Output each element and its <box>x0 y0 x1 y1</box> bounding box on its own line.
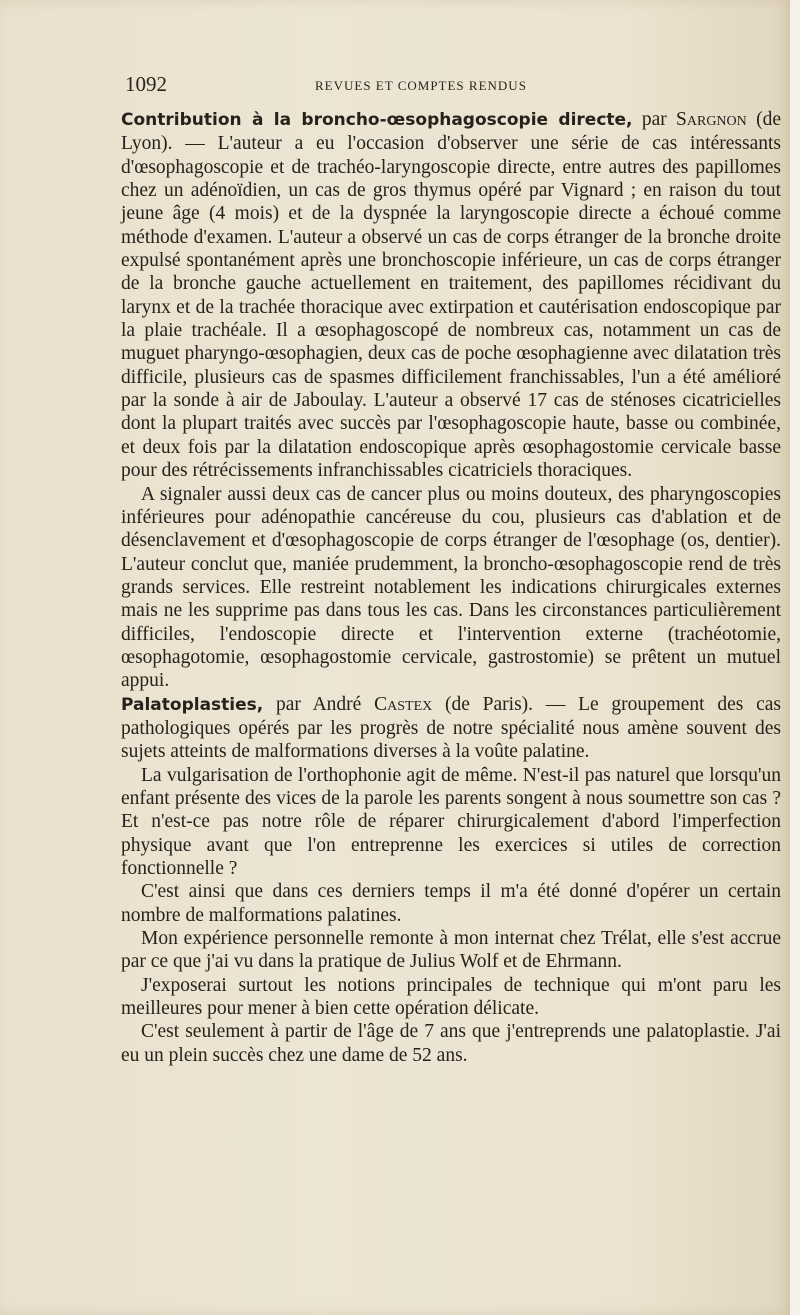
article-1-paragraph-2: A signaler aussi deux cas de cancer plus ou moins douteux, des pharyngoscopies inférieures pour adénopathie cancéreuse du cou, plusieurs cas d'ablation et de désenclavement et d'œsophagoscopie de corps étranger de l'œsophage (os, dentier). L'auteur conclut que, maniée prudemment, la broncho-œsophagoscopie rend de très grands services. Elle restreint notablement les indications chirurgicales externes mais ne les supprime pas dans tous les cas. Dans les circonstances particulièrement difficiles, l'endoscopie directe et l'intervention externe (trachéotomie, œsophagotomie, œsophagostomie cervicale, gastrostomie) se prêtent un mutuel appui. <box>121 483 781 692</box>
article-body <box>121 108 781 1067</box>
article-2-paragraph-1 <box>121 693 781 764</box>
article-2-paragraph: J'exposerai surtout les notions principales de technique qui m'ont paru les meilleures pour mener à bien cette opération délicate. <box>121 974 781 1020</box>
article-1-title: Contribution à la broncho-œsophagoscopie directe, <box>121 110 633 130</box>
article-1-lead: (de Lyon). — L'auteur a eu l'occasion d'observer une série de cas intéressants d'œsophagoscopie et de trachéo-laryngoscopie directe, entre autres des papillomes chez un adénoïdien, un cas de gros thymus opéré par Vignard ; en raison du tout jeune âge (4 mois) et de la dyspnée la laryngoscopie directe a échoué comme méthode d'examen. L'auteur a observé un cas de corps étranger de la bronche droite expulsé spontanément après une bronchoscopie inférieure, un cas de corps étranger de la bronche gauche actuellement en traitement, des papillomes récidivant du larynx et de la trachée thoracique avec extirpation et cautérisation endoscopique par la plaie trachéale. Il a œsophagoscopé de nombreux cas, notamment un cas de muguet pharyngo-œsophagien, deux cas de poche œsophagienne avec dilatation très difficile, plusieurs cas de spasmes difficilement franchissables, l'un a été amélioré par la sonde à air de Jaboulay. L'auteur a observé 17 cas de sténoses cicatricielles dont la plupart traités avec succès par l'œsophagoscopie haute, basse ou combinée, et deux fois par la dilatation endoscopique après œsophagostomie cervicale basse pour des rétrécissements infranchissables cicatriciels thoraciques. <box>121 109 781 482</box>
article-2-author: Castex <box>374 693 433 715</box>
article-2-lead: (de Paris). — Le groupement des cas pathologiques opérés par les progrès de notre spécialité nous amène souvent des sujets atteints de malformations diverses à la voûte palatine. <box>121 693 781 763</box>
article-1-by: par <box>632 109 677 130</box>
page-number: 1092 <box>125 72 167 96</box>
article-2-by: par André <box>263 693 375 715</box>
article-2-paragraph: Mon expérience personnelle remonte à mon internat chez Trélat, elle s'est accrue par ce que j'ai vu dans la pratique de Julius Wolf et de Ehrmann. <box>121 928 781 973</box>
article-2-paragraph: C'est seulement à partir de l'âge de 7 ans que j'entreprends une palatoplastie. J'ai eu un plein succès chez une dame de 52 ans. <box>121 1021 781 1066</box>
page-header <box>125 72 765 102</box>
article-1-author: Sargnon <box>676 109 747 130</box>
running-head: REVUES ET COMPTES RENDUS <box>315 78 527 93</box>
article-2-paragraph: La vulgarisation de l'orthophonie agit de même. N'est-il pas naturel que lorsqu'un enfant présente des vices de la parole les parents songent à nous soumettre son cas ? Et n'est-ce pas notre rôle de réparer chirurgicalement d'abord l'imperfection physique avant que l'on entreprenne les exercices si utiles de correction fonctionnelle ? <box>121 764 781 879</box>
page-edge <box>790 0 800 1315</box>
article-2-paragraph: C'est ainsi que dans ces derniers temps il m'a été donné d'opérer un certain nombre de malformations palatines. <box>121 881 781 926</box>
article-2-title: Palatoplasties, <box>121 694 264 715</box>
article-1-paragraph-1 <box>121 108 781 483</box>
